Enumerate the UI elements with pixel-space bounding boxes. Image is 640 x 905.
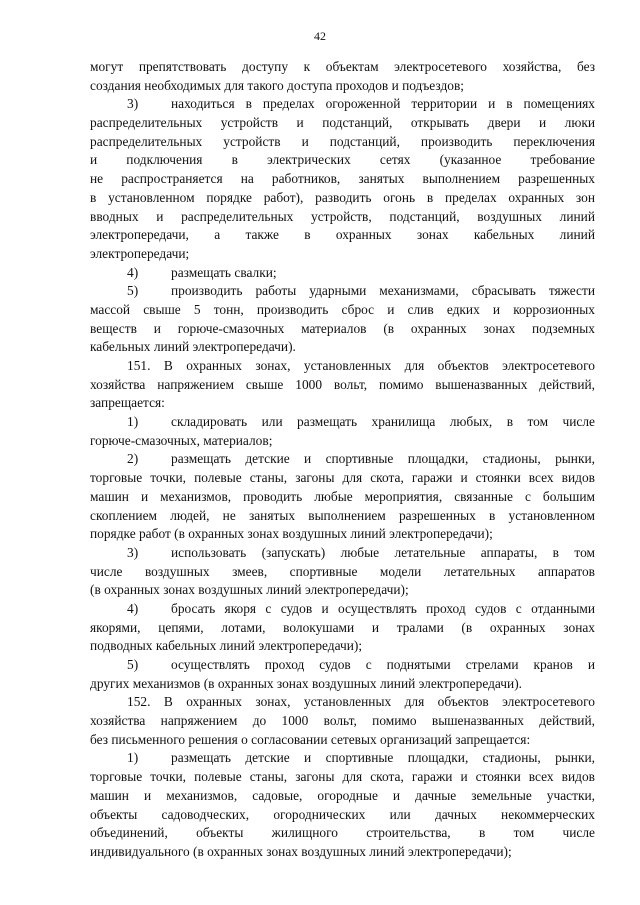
list-item-number: 3) bbox=[127, 544, 139, 560]
text-line: объединений, объекты жилищного строительства, в том числе bbox=[90, 825, 595, 841]
text-line: торговые точки, полевые станы, загоны для скота, гаражи и стоянки всех видов bbox=[90, 470, 595, 486]
page-number: 42 bbox=[314, 29, 326, 43]
text-line: скоплением людей, не занятых выполнением разрешенных в установленном bbox=[90, 507, 595, 523]
text-line bbox=[90, 450, 595, 469]
text-line: хозяйства напряжением свыше 1000 вольт, помимо вышеназванных действий, bbox=[90, 376, 595, 392]
text-line: машин и механизмов, садовые, огородные и дачные земельные участки, bbox=[90, 787, 595, 803]
text-line: создания необходимых для такого доступа проходов и подъездов; bbox=[90, 77, 464, 93]
text-line bbox=[90, 95, 595, 114]
text-line: числе воздушных змеев, спортивные модели летательных аппаратов bbox=[90, 563, 595, 579]
text-line bbox=[90, 749, 595, 768]
text-line: электропередачи, а также в охранных зонах кабельных линий bbox=[90, 227, 595, 243]
text-line bbox=[90, 656, 595, 675]
text-line: без письменного решения о согласовании сетевых организаций запрещается: bbox=[90, 731, 531, 747]
text-line: индивидуального (в охранных зонах воздушных линий электропередачи); bbox=[90, 843, 512, 859]
text-line: массой свыше 5 тонн, производить сброс и слив едких и коррозионных bbox=[90, 301, 595, 317]
text-line: объекты садоводческих, огороднических или дачных некоммерческих bbox=[90, 806, 595, 822]
text-line bbox=[90, 413, 595, 432]
list-item-number: 4) bbox=[127, 264, 139, 280]
text-line: горюче-смазочных, материалов; bbox=[90, 432, 273, 448]
text-line: запрещается: bbox=[90, 395, 165, 411]
list-item-text: использовать (запускать) любые летательные аппараты, в том bbox=[171, 544, 595, 560]
text-line: электропередачи; bbox=[90, 245, 190, 261]
list-item-text: находиться в пределах огороженной территории и в помещениях bbox=[171, 96, 595, 112]
list-item-number: 2) bbox=[127, 451, 139, 467]
text-line: других механизмов (в охранных зонах воздушных линий электропередачи). bbox=[90, 675, 523, 691]
list-item-number: 1) bbox=[127, 750, 139, 766]
text-line: хозяйства напряжением до 1000 вольт, помимо вышеназванных действий, bbox=[90, 713, 595, 729]
list-item-text: размещать детские и спортивные площадки, стадионы, рынки, bbox=[171, 451, 595, 467]
list-item-text: размещать детские и спортивные площадки, стадионы, рынки, bbox=[171, 750, 595, 766]
list-item-text: производить работы ударными механизмами, сбрасывать тяжести bbox=[171, 283, 595, 299]
text-line: веществ и горюче-смазочных материалов (в охранных зонах подземных bbox=[90, 320, 595, 336]
text-line: и подключения в электрических сетях (указанное требование bbox=[90, 152, 595, 168]
text-line: вводных и распределительных устройств, подстанций, воздушных линий bbox=[90, 208, 595, 224]
text-line bbox=[90, 544, 595, 563]
document-body bbox=[90, 58, 595, 862]
text-line bbox=[90, 600, 595, 619]
text-line: торговые точки, полевые станы, загоны для скота, гаражи и стоянки всех видов bbox=[90, 769, 595, 785]
text-line: в установленном порядке работ), разводить огонь в пределах охранных зон bbox=[90, 189, 595, 205]
list-item-text: бросать якоря с судов и осуществлять проход судов с отданными bbox=[171, 600, 595, 616]
text-line: распределительных устройств и подстанций, производить переключения bbox=[90, 133, 595, 149]
text-line: 152. В охранных зонах, установленных для объектов электросетевого bbox=[127, 694, 595, 710]
text-line: кабельных линий электропередачи). bbox=[90, 339, 296, 355]
text-line: 151. В охранных зонах, установленных для объектов электросетевого bbox=[127, 358, 595, 373]
list-item-text: осуществлять проход судов с поднятыми стрелами кранов и bbox=[171, 657, 595, 672]
list-item-number: 3) bbox=[127, 96, 139, 112]
text-line bbox=[90, 264, 595, 283]
text-line: якорями, цепями, лотами, волокушами и тралами (в охранных зонах bbox=[90, 619, 595, 635]
text-line bbox=[90, 282, 595, 301]
text-line: распределительных устройств и подстанций, открывать двери и люки bbox=[90, 115, 595, 131]
list-item-number: 4) bbox=[127, 600, 139, 616]
text-line: машин и механизмов, проводить любые мероприятия, связанные с большим bbox=[90, 488, 595, 504]
list-item-number: 5) bbox=[127, 657, 139, 672]
text-line: могут препятствовать доступу к объектам электросетевого хозяйства, без bbox=[90, 59, 595, 74]
list-item-text: размещать свалки; bbox=[171, 264, 277, 280]
list-item-number: 1) bbox=[127, 414, 139, 430]
text-line: (в охранных зонах воздушных линий электропередачи); bbox=[90, 582, 409, 598]
text-line: порядке работ (в охранных зонах воздушных линий электропередачи); bbox=[90, 526, 493, 542]
list-item-text: складировать или размещать хранилища любых, в том числе bbox=[171, 414, 595, 430]
text-line: не распространяется на работников, занятых выполнением разрешенных bbox=[90, 171, 595, 187]
list-item-number: 5) bbox=[127, 283, 139, 299]
text-line: подводных кабельных линий электропередачи); bbox=[90, 638, 363, 654]
